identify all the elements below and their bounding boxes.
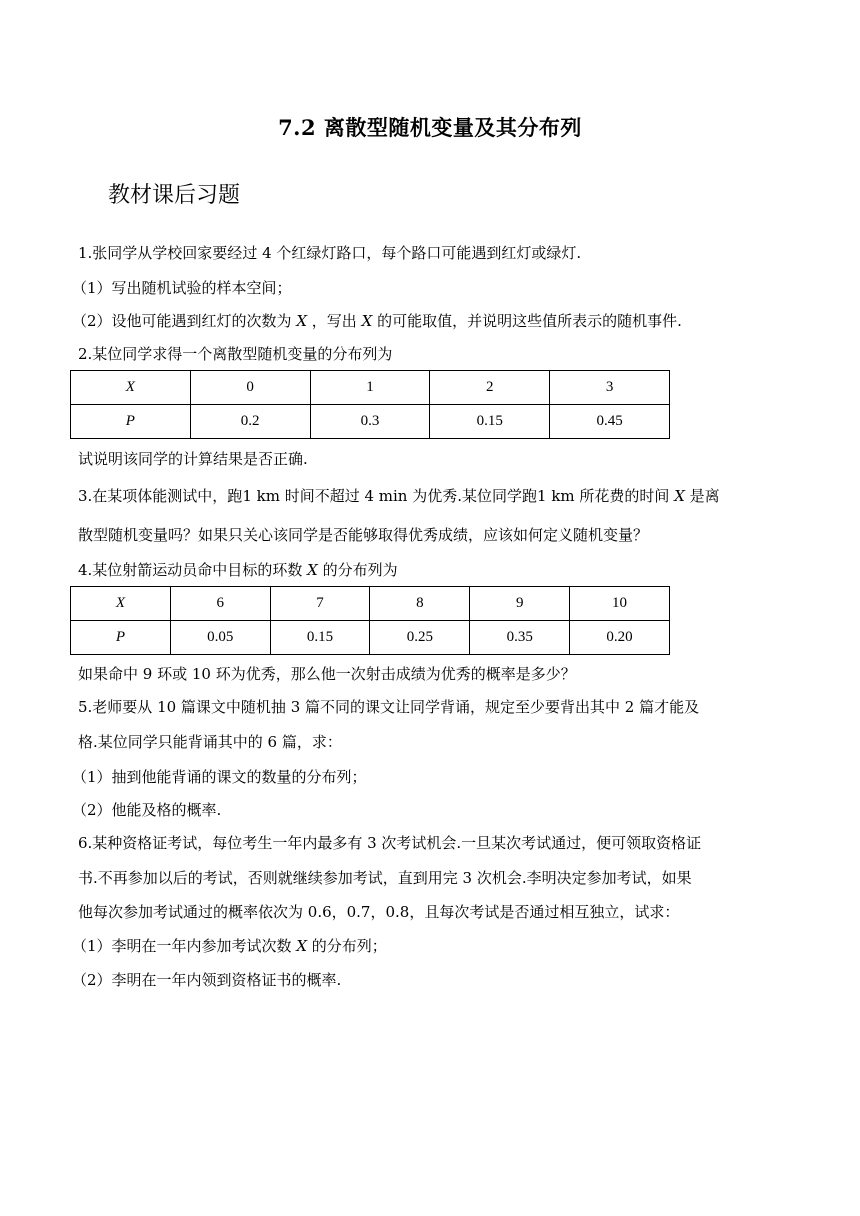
table-row: [71, 621, 670, 655]
problem-6-line-1: 6.某种资格证考试，每位考生一年内最多有 3 次考试机会.一旦某次考试通过，便可领取资格证: [78, 834, 702, 852]
table-cell: 10: [570, 587, 670, 621]
problem-3-line-1: [78, 485, 720, 506]
table-cell: 2: [430, 371, 550, 405]
text-segment: （2）设他可能遇到红灯的次数为: [72, 312, 292, 330]
distribution-table-2: [70, 586, 670, 655]
problem-1-part-2: [72, 310, 682, 331]
text-segment: 的可能取值，并说明这些值所表示的随机事件.: [377, 312, 682, 330]
table-cell: 0: [190, 371, 310, 405]
problem-6-line-2: 书.不再参加以后的考试，否则就继续参加考试，直到用完 3 次机会.李明决定参加考试，如果: [78, 869, 692, 887]
table-row: [71, 371, 670, 405]
table-cell: 0.2: [190, 405, 310, 439]
problem-6-part-1: [72, 935, 387, 956]
table-cell: 0.15: [430, 405, 550, 439]
table-header-cell: P: [71, 405, 191, 439]
problem-1-statement: 1.张同学从学校回家要经过 4 个红绿灯路口，每个路口可能遇到红灯或绿灯.: [78, 244, 582, 262]
problem-1-part-1: （1）写出随机试验的样本空间；: [72, 279, 292, 297]
page-title: 7.2 离散型随机变量及其分布列: [278, 115, 582, 140]
variable-x: X: [307, 561, 318, 579]
problem-5-part-2: （2）他能及格的概率.: [72, 801, 222, 819]
problem-6-part-2: （2）李明在一年内领到资格证书的概率.: [72, 971, 342, 989]
table-row: [71, 405, 670, 439]
text-segment: 3.在某项体能测试中，跑1 km 时间不超过 4 min 为优秀.某位同学跑1 km 所花费的时间: [78, 487, 670, 505]
table-cell: 0.3: [310, 405, 430, 439]
table-cell: 0.15: [270, 621, 370, 655]
text-segment: 的分布列为: [322, 561, 398, 579]
text-segment: 4.某位射箭运动员命中目标的环数: [78, 561, 303, 579]
problem-5-line-2: 格.某位同学只能背诵其中的 6 篇，求：: [78, 733, 342, 751]
section-heading: 教材课后习题: [108, 183, 241, 208]
variable-x: X: [361, 312, 373, 330]
text-segment: （1）李明在一年内参加考试次数: [72, 937, 292, 955]
table-cell: 1: [310, 371, 430, 405]
table-cell: 9: [470, 587, 570, 621]
variable-x: X: [296, 937, 308, 955]
table-cell: 3: [550, 371, 670, 405]
problem-5-line-1: 5.老师要从 10 篇课文中随机抽 3 篇不同的课文让同学背诵，规定至少要背出其中 2 篇才能及: [78, 698, 700, 716]
variable-x: X: [674, 487, 685, 505]
text-segment: 是离: [689, 487, 720, 505]
table-cell: 0.05: [170, 621, 270, 655]
table-cell: 0.45: [550, 405, 670, 439]
text-segment: ，写出: [311, 312, 357, 330]
problem-4-statement: [78, 559, 398, 580]
table-cell: 8: [370, 587, 470, 621]
table-header-cell: X: [71, 371, 191, 405]
variable-x: X: [296, 312, 308, 330]
table-cell: 0.20: [570, 621, 670, 655]
table-cell: 7: [270, 587, 370, 621]
table-cell: 6: [170, 587, 270, 621]
table-header-cell: X: [71, 587, 171, 621]
problem-5-part-1: （1）抽到他能背诵的课文的数量的分布列；: [72, 768, 367, 786]
problem-2-statement: 2.某位同学求得一个离散型随机变量的分布列为: [78, 345, 393, 363]
table-header-cell: P: [71, 621, 171, 655]
problem-6-line-3: 他每次参加考试通过的概率依次为 0.6，0.7，0.8，且每次考试是否通过相互独立，试求：: [78, 903, 680, 921]
problem-3-line-2: 散型随机变量吗？如果只关心该同学是否能够取得优秀成绩，应该如何定义随机变量？: [78, 526, 649, 544]
text-segment: 的分布列；: [311, 937, 387, 955]
problem-4-question: 如果命中 9 环或 10 环为优秀，那么他一次射击成绩为优秀的概率是多少？: [78, 665, 576, 683]
problem-2-question: 试说明该同学的计算结果是否正确.: [78, 450, 308, 468]
table-cell: 0.25: [370, 621, 470, 655]
distribution-table-1: [70, 370, 670, 439]
table-row: [71, 587, 670, 621]
table-cell: 0.35: [470, 621, 570, 655]
